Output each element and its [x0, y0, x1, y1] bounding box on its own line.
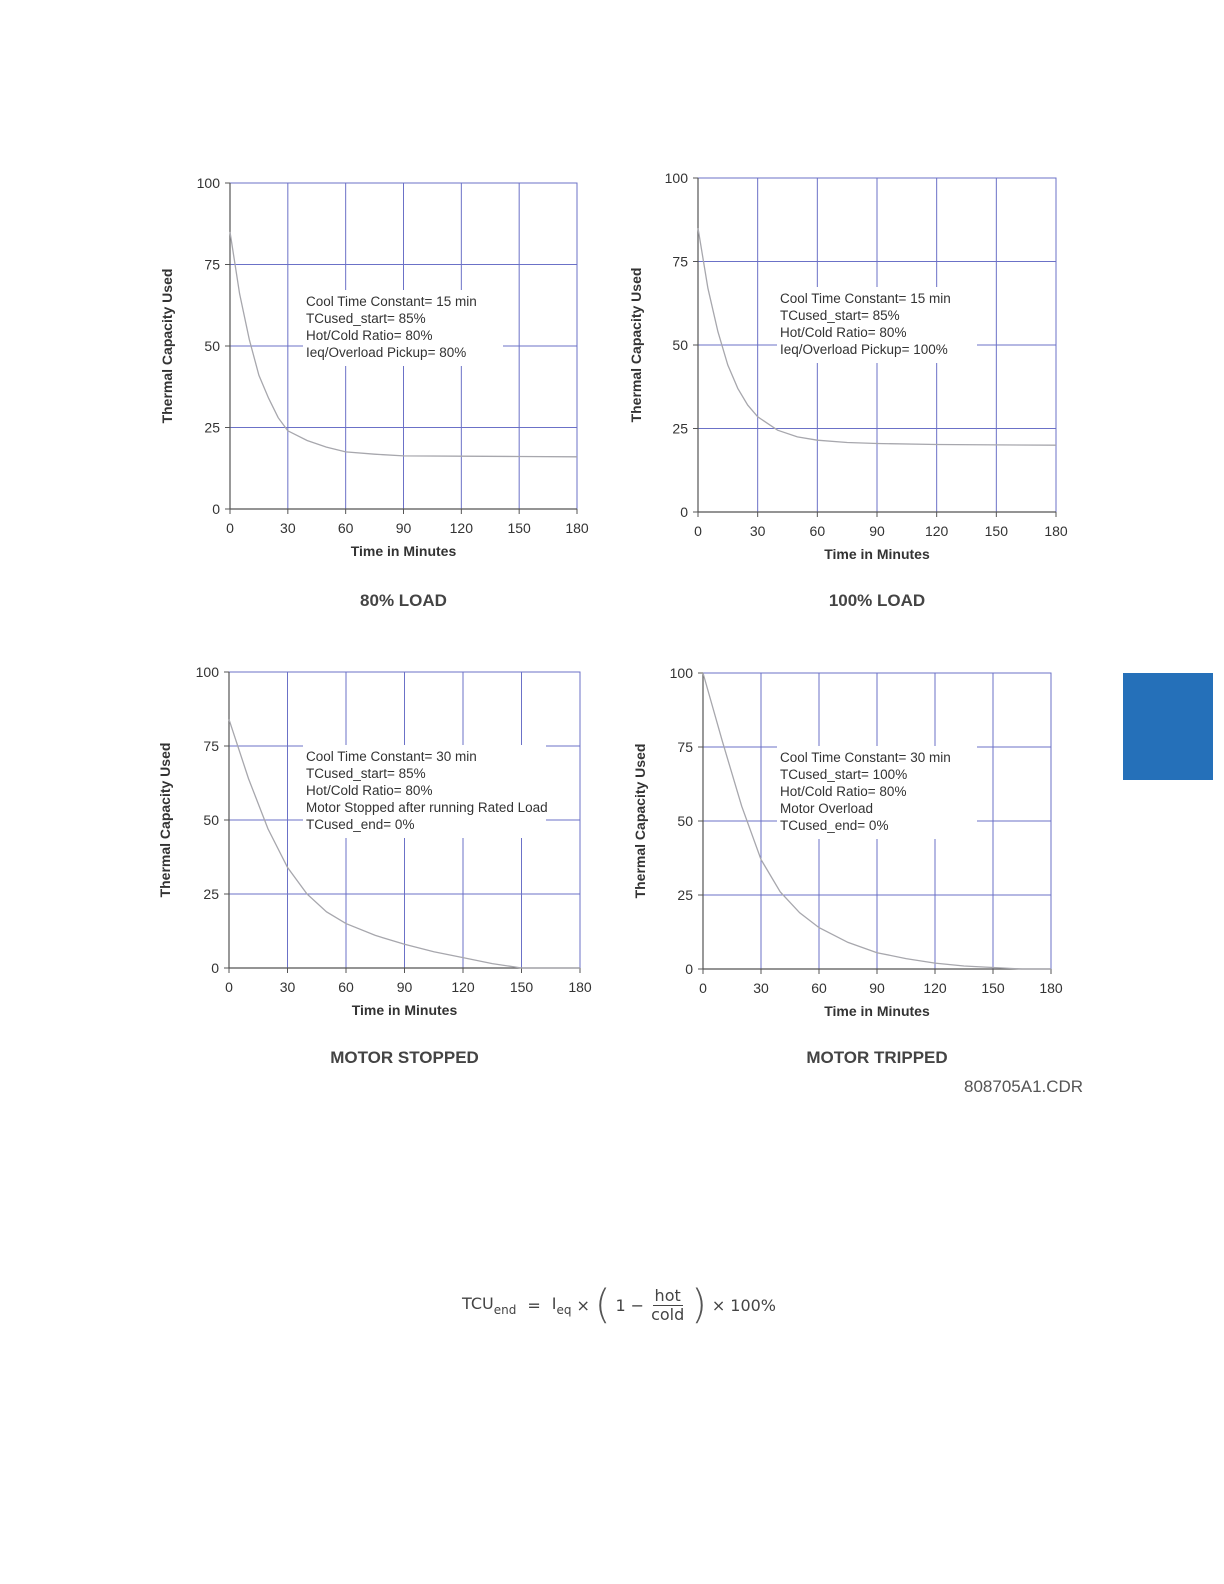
x-tick-label: 180 [565, 520, 589, 536]
x-tick-label: 120 [923, 980, 947, 996]
x-tick-label: 90 [396, 979, 413, 995]
formula-denominator: cold [651, 1304, 685, 1324]
x-tick-label: 60 [811, 980, 827, 996]
x-tick-label: 90 [869, 523, 885, 539]
formula-fraction [649, 1287, 686, 1324]
y-axis-label: Thermal Capacity Used [628, 267, 644, 423]
chart-title: MOTOR TRIPPED [806, 1048, 948, 1067]
y-tick-label: 25 [672, 420, 688, 437]
annotation-line: Motor Overload [780, 801, 874, 816]
y-tick-label: 75 [204, 256, 220, 273]
annotation-line: Cool Time Constant= 15 min [780, 291, 951, 306]
x-tick-label: 30 [280, 520, 296, 536]
formula-open-paren: ( [594, 1282, 611, 1328]
x-tick-label: 0 [694, 523, 702, 539]
x-tick-label: 150 [981, 980, 1005, 996]
annotation-line: TCused_start= 85% [306, 766, 426, 781]
x-axis-label: Time in Minutes [351, 1002, 458, 1018]
x-tick-label: 90 [395, 520, 412, 536]
y-tick-label: 100 [196, 175, 220, 191]
x-tick-label: 0 [226, 520, 234, 536]
annotation-line: TCused_end= 0% [306, 817, 415, 832]
x-axis-label: Time in Minutes [350, 543, 457, 559]
y-axis-label: Thermal Capacity Used [632, 743, 648, 899]
annotation-line: Motor Stopped after running Rated Load [306, 800, 548, 815]
x-tick-label: 150 [509, 979, 534, 995]
y-tick-label: 0 [685, 961, 693, 977]
x-tick-label: 30 [279, 979, 296, 995]
annotation-line: Cool Time Constant= 30 min [780, 750, 951, 765]
y-tick-label: 75 [203, 738, 219, 754]
annotation-line: TCused_start= 85% [780, 308, 900, 323]
y-tick-label: 50 [672, 337, 688, 353]
annotation-line: Hot/Cold Ratio= 80% [306, 783, 433, 798]
y-tick-label: 0 [212, 501, 220, 517]
x-tick-label: 180 [1039, 980, 1063, 996]
x-tick-label: 180 [568, 979, 592, 995]
y-tick-label: 50 [204, 338, 220, 354]
y-tick-label: 0 [680, 504, 688, 520]
figure-id-label: 808705A1.CDR [964, 1077, 1084, 1096]
tcu-end-formula [462, 1280, 776, 1330]
x-tick-label: 60 [809, 523, 826, 539]
chart-title: 100% LOAD [828, 591, 926, 610]
annotation-line: TCused_start= 85% [306, 311, 426, 326]
x-tick-label: 120 [451, 979, 475, 995]
annotation-line: Ieq/Overload Pickup= 100% [780, 342, 948, 357]
x-tick-label: 120 [449, 520, 474, 536]
chart-title: MOTOR STOPPED [330, 1048, 479, 1067]
y-tick-label: 25 [203, 886, 219, 902]
x-tick-label: 0 [699, 980, 707, 996]
x-tick-label: 150 [507, 520, 531, 536]
x-axis-label: Time in Minutes [824, 546, 930, 562]
formula-numerator: hot [654, 1285, 681, 1305]
chart-4 [632, 665, 1063, 1067]
y-tick-label: 75 [672, 253, 688, 270]
annotation-line: TCused_start= 100% [780, 767, 908, 782]
x-tick-label: 30 [753, 980, 769, 996]
y-tick-label: 25 [204, 419, 220, 436]
annotation-line: Cool Time Constant= 15 min [306, 294, 477, 309]
formula-times-2: × [711, 1295, 726, 1315]
formula-one: 1 [615, 1295, 626, 1315]
formula-times-1: × [576, 1295, 590, 1315]
annotation-line: Cool Time Constant= 30 min [306, 749, 477, 764]
y-tick-label: 50 [677, 813, 693, 829]
y-tick-label: 100 [664, 170, 688, 186]
x-tick-label: 150 [984, 523, 1009, 539]
x-tick-label: 120 [924, 523, 949, 539]
x-tick-label: 90 [869, 980, 885, 996]
x-axis-label: Time in Minutes [824, 1003, 930, 1019]
formula-minus: − [630, 1295, 645, 1315]
formula-close-paren: ) [691, 1282, 707, 1328]
formula-equals: = [527, 1295, 541, 1315]
x-tick-label: 30 [749, 523, 766, 539]
y-tick-label: 25 [677, 887, 693, 903]
y-tick-label: 100 [195, 664, 219, 680]
chart-3 [157, 664, 592, 1067]
annotation-line: Ieq/Overload Pickup= 80% [306, 345, 467, 360]
annotation-line: Hot/Cold Ratio= 80% [780, 784, 907, 799]
annotation-line: TCused_end= 0% [780, 818, 889, 833]
x-tick-label: 180 [1044, 523, 1068, 539]
x-tick-label: 60 [337, 520, 354, 536]
chart-title: 80% LOAD [360, 591, 447, 610]
chart-1 [159, 175, 589, 610]
y-tick-label: 100 [669, 665, 693, 681]
y-tick-label: 0 [211, 960, 219, 976]
formula-ieq: $I_{eq}$ [551, 1293, 572, 1317]
section-tab-marker [1123, 673, 1213, 780]
y-tick-label: 75 [677, 739, 693, 755]
annotation-line: Hot/Cold Ratio= 80% [780, 325, 907, 340]
chart-2 [628, 170, 1068, 610]
y-axis-label: Thermal Capacity Used [157, 742, 173, 898]
x-tick-label: 60 [338, 979, 354, 995]
formula-percent: 100% [730, 1295, 777, 1315]
y-tick-label: 50 [203, 812, 219, 828]
x-tick-label: 0 [225, 979, 233, 995]
y-axis-label: Thermal Capacity Used [159, 268, 175, 424]
formula-lhs: $TCU_{end}$ [462, 1293, 517, 1317]
annotation-line: Hot/Cold Ratio= 80% [306, 328, 433, 343]
